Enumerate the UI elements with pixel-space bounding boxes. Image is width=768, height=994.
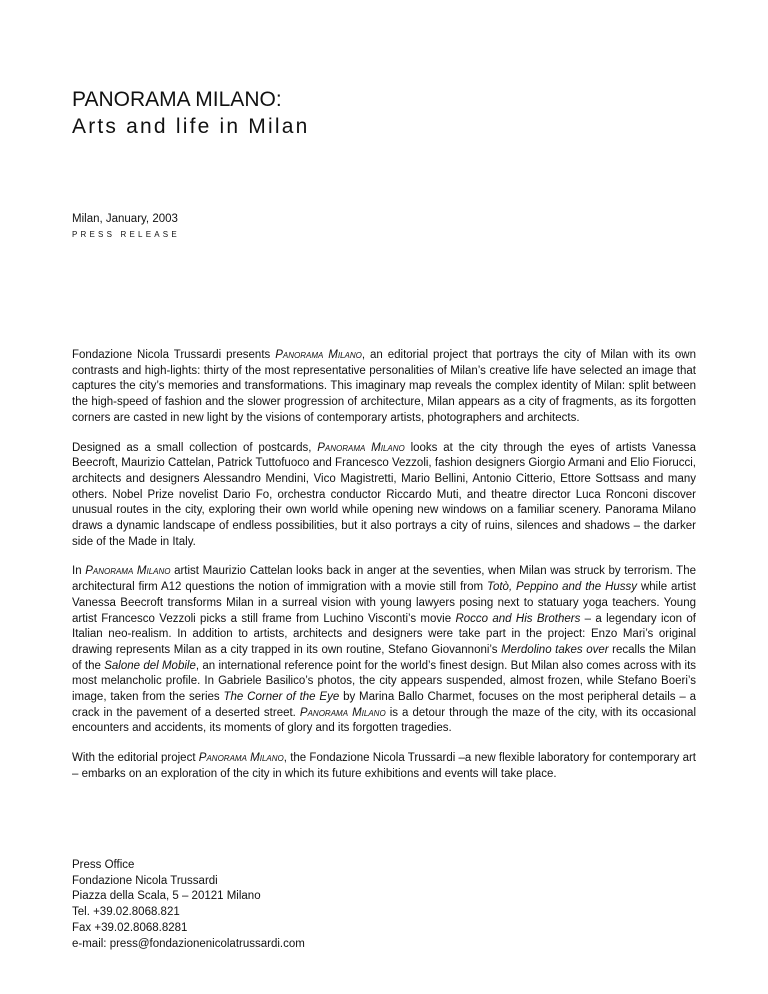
page-subtitle: Arts and life in Milan bbox=[72, 115, 310, 138]
text-run: , an international reference point for the world’s finest design. But Milan also comes across with its most melancholic profile. In Gabriele Basilico’s photos, the city appears suspended, almost frozen, while Stefano Boeri’s image, taken from the series bbox=[72, 659, 697, 704]
contact-organization: Fondazione Nicola Trussardi bbox=[72, 874, 218, 887]
text-run: looks at the city through the eyes of artists Vanessa Beecroft, Maurizio Cattelan, Patrick Tuttofuoco and Francesco Vezzoli, fashion designers Giorgio Armani and Elio Fiorucci, architects and designers Alessandro Mendini, Vico Magistretti, Mario Bellini, Antonio Citterio, Ettore Sottsass and many others. Nobel Prize novelist Dario Fo, orchestra conductor Riccardo Muti, and theatre director Luca Ronconi discover unusual routes in the city, exploring their own world while opening new windows on a familiar scenery. Panorama Milano draws a dynamic landscape of endless possibilities, but it also portrays a city of ruins, silences and shadows – the darker side of the Made in Italy. bbox=[72, 441, 696, 548]
text-run: is a detour through the maze of the city, with its occasional encounters and accidents, its moments of glory and its forgotten tragedies. bbox=[72, 706, 696, 735]
text-run: In bbox=[72, 565, 86, 578]
work-title: The Corner of the Eye bbox=[223, 691, 340, 704]
contact-email[interactable]: e-mail: press@fondazionenicolatrussardi.com bbox=[72, 937, 305, 950]
project-name: Panorama Milano bbox=[275, 349, 362, 361]
text-run: recalls the Milan of the bbox=[72, 643, 696, 672]
work-title: Merdolino takes over bbox=[501, 643, 609, 656]
project-name: Panorama Milano bbox=[317, 441, 405, 454]
contact-fax: Fax +39.02.8068.8281 bbox=[72, 921, 188, 934]
press-release-label: PRESS RELEASE bbox=[72, 230, 180, 239]
text-run: , the Fondazione Nicola Trussardi –a new flexible laboratory for contemporary art – embarks on an exploration of the city in which its future exhibitions and events will take place. bbox=[72, 752, 696, 780]
title-block bbox=[72, 88, 309, 140]
contact-telephone: Tel. +39.02.8068.821 bbox=[72, 906, 180, 919]
work-title: Rocco and His Brothers bbox=[455, 612, 581, 625]
contact-office: Press Office bbox=[72, 859, 135, 871]
paragraph-3 bbox=[72, 564, 696, 737]
paragraph-2 bbox=[72, 441, 696, 551]
text-run: , an editorial project that portrays the city of Milan with its own contrasts and high-lights: thirty of the most representative personalities of Milan’s creative life have selected an image that captures the city’s memories and transformations. This imaginary map reveals the complex identity of Milan: split between the high-speed of fashion and the slower progression of architecture, Milan appears as a city of fragments, as its forgotten corners are casted in new light by the visions of contemporary artists, photographers and architects. bbox=[72, 349, 696, 424]
work-title: Totò, Peppino and the Hussy bbox=[486, 581, 638, 594]
project-name: Panorama Milano bbox=[299, 706, 386, 719]
text-run: Fondazione Nicola Trussardi presents bbox=[72, 349, 276, 361]
text-run: Designed as a small collection of postcards, bbox=[72, 441, 318, 454]
contact-address: Piazza della Scala, 5 – 20121 Milano bbox=[72, 890, 261, 903]
work-title: Salone del Mobile bbox=[104, 659, 196, 672]
contact-block bbox=[72, 858, 305, 952]
text-run: artist Maurizio Cattelan looks back in anger at the seventies, when Milan was struck by terrorism. The architectural firm A12 questions the notion of immigration with a movie still from bbox=[72, 565, 696, 594]
text-run: – a legendary icon of Italian neo-realism. In addition to artists, architects and designers were take part in the project: Enzo Mari’s original drawing represents Milan as a city trapped in its own routine, Stefano Giovannoni’s bbox=[72, 612, 696, 656]
project-name: Panorama Milano bbox=[85, 565, 171, 578]
page-title: PANORAMA MILANO: bbox=[72, 88, 282, 111]
paragraph-4 bbox=[72, 751, 696, 782]
dateline: Milan, January, 2003 bbox=[72, 213, 178, 225]
text-run: With the editorial project bbox=[72, 752, 199, 765]
paragraph-1 bbox=[72, 348, 696, 427]
text-run: while artist Vanessa Beecroft transforms Milan in a surreal vision with young lawyers posing next to statuary yoga teachers. Young artist Francesco Vezzoli picks a still frame from Luchino Visconti’s movie bbox=[72, 581, 696, 625]
project-name: Panorama Milano bbox=[198, 752, 284, 765]
text-run: by Marina Ballo Charmet, focuses on the most peripheral details – a crack in the pavement of a deserted street. bbox=[72, 691, 696, 719]
body-text bbox=[72, 348, 696, 797]
